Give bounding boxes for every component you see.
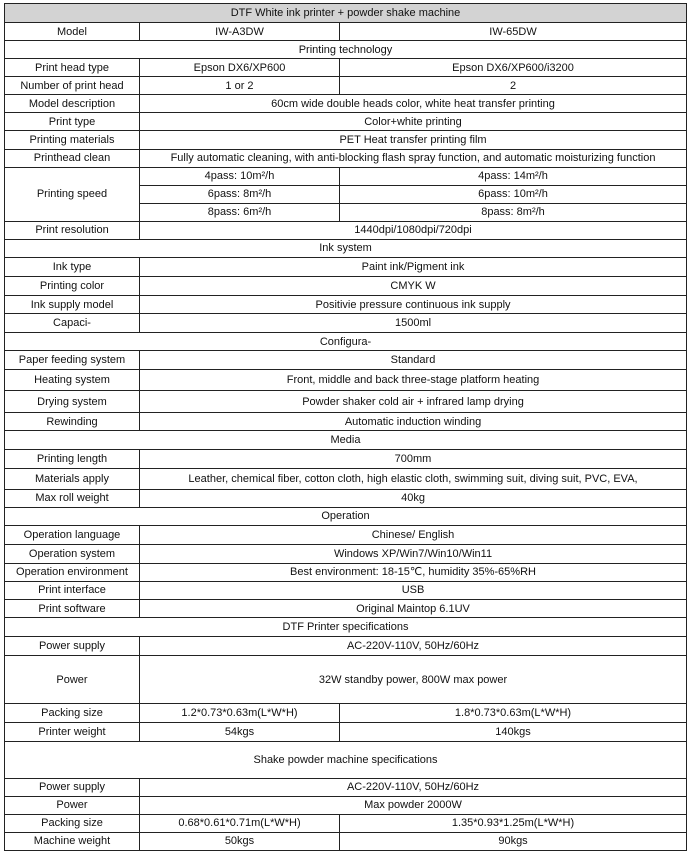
section-row — [5, 431, 687, 449]
table-row — [5, 370, 687, 391]
shake-power-supply-value: AC-220V-110V, 50Hz/60Hz — [140, 778, 687, 796]
dtf-packing-b: 1.8*0.73*0.63m(L*W*H) — [340, 704, 687, 723]
row-label: Rewinding — [5, 413, 140, 431]
table-row — [5, 257, 687, 276]
row-label: Print software — [5, 600, 140, 618]
num-print-head-a: 1 or 2 — [140, 77, 340, 95]
table-row — [5, 113, 687, 131]
machine-weight-b: 90kgs — [340, 832, 687, 850]
row-label: Printer weight — [5, 723, 140, 742]
spec-table — [4, 3, 687, 851]
row-label: Machine weight — [5, 832, 140, 850]
printer-weight-a: 54kgs — [140, 723, 340, 742]
table-row — [5, 778, 687, 796]
table-row — [5, 796, 687, 814]
table-row — [5, 723, 687, 742]
table-row — [5, 351, 687, 370]
model-a-value: IW-A3DW — [140, 23, 340, 41]
table-row — [5, 544, 687, 563]
table-row — [5, 314, 687, 333]
row-label: Capaci- — [5, 314, 140, 333]
section-configuration: Configura- — [5, 333, 687, 351]
section-row — [5, 41, 687, 59]
print-head-type-b: Epson DX6/XP600/i3200 — [340, 59, 687, 77]
section-shake-powder-specs: Shake powder machine specifications — [5, 742, 687, 778]
table-row — [5, 167, 687, 185]
table-row — [5, 276, 687, 295]
table-row — [5, 77, 687, 95]
print-resolution-value: 1440dpi/1080dpi/720dpi — [140, 221, 687, 239]
section-row — [5, 742, 687, 778]
section-row — [5, 507, 687, 525]
table-row — [5, 600, 687, 618]
row-label: Operation system — [5, 544, 140, 563]
row-label: Printhead clean — [5, 149, 140, 167]
row-label: Model description — [5, 95, 140, 113]
row-label: Printing length — [5, 449, 140, 468]
table-row — [5, 131, 687, 149]
op-language-value: Chinese/ English — [140, 525, 687, 544]
heating-value: Front, middle and back three-stage platform heating — [140, 370, 687, 391]
row-label: Power supply — [5, 637, 140, 656]
section-row — [5, 239, 687, 257]
row-label: Paper feeding system — [5, 351, 140, 370]
model-b-value: IW-65DW — [340, 23, 687, 41]
print-head-type-a: Epson DX6/XP600 — [140, 59, 340, 77]
materials-apply-value: Leather, chemical fiber, cotton cloth, high elastic cloth, swimming suit, diving suit, PVC, EVA, — [140, 468, 687, 489]
section-media: Media — [5, 431, 687, 449]
op-system-value: Windows XP/Win7/Win10/Win11 — [140, 544, 687, 563]
section-operation: Operation — [5, 507, 687, 525]
model-description-value: 60cm wide double heads color, white heat transfer printing — [140, 95, 687, 113]
speed-a-value: 4pass: 10m²/h — [140, 167, 340, 185]
row-label: Ink type — [5, 257, 140, 276]
row-label: Drying system — [5, 391, 140, 413]
op-environment-value: Best environment: 18-15℃, humidity 35%-65%RH — [140, 563, 687, 581]
max-roll-weight-value: 40kg — [140, 489, 687, 507]
table-row — [5, 468, 687, 489]
title-row — [5, 4, 687, 23]
table-row — [5, 704, 687, 723]
shake-packing-a: 0.68*0.61*0.71m(L*W*H) — [140, 814, 340, 832]
print-interface-value: USB — [140, 581, 687, 599]
speed-b-value: 6pass: 10m²/h — [340, 185, 687, 203]
table-row — [5, 814, 687, 832]
speed-a-value: 6pass: 8m²/h — [140, 185, 340, 203]
table-row — [5, 656, 687, 704]
printhead-clean-value: Fully automatic cleaning, with anti-blocking flash spray function, and automatic moisturizing function — [140, 149, 687, 167]
row-label: Power — [5, 656, 140, 704]
row-label: Operation language — [5, 525, 140, 544]
table-row — [5, 221, 687, 239]
printing-color-value: CMYK W — [140, 276, 687, 295]
section-row — [5, 618, 687, 637]
row-label: Materials apply — [5, 468, 140, 489]
printer-weight-b: 140kgs — [340, 723, 687, 742]
table-row — [5, 149, 687, 167]
section-row — [5, 333, 687, 351]
dtf-power-value: 32W standby power, 800W max power — [140, 656, 687, 704]
section-dtf-printer-specs: DTF Printer specifications — [5, 618, 687, 637]
table-row — [5, 296, 687, 314]
table-row — [5, 832, 687, 850]
drying-value: Powder shaker cold air + infrared lamp drying — [140, 391, 687, 413]
speed-b-value: 8pass: 8m²/h — [340, 203, 687, 221]
table-row — [5, 95, 687, 113]
speed-a-value: 8pass: 6m²/h — [140, 203, 340, 221]
table-row — [5, 637, 687, 656]
table-row — [5, 391, 687, 413]
table-row — [5, 563, 687, 581]
model-row — [5, 23, 687, 41]
row-label: Power supply — [5, 778, 140, 796]
row-label: Print head type — [5, 59, 140, 77]
machine-weight-a: 50kgs — [140, 832, 340, 850]
dtf-power-supply-value: AC-220V-110V, 50Hz/60Hz — [140, 637, 687, 656]
row-label: Print type — [5, 113, 140, 131]
num-print-head-b: 2 — [340, 77, 687, 95]
table-row — [5, 413, 687, 431]
speed-b-value: 4pass: 14m²/h — [340, 167, 687, 185]
row-label: Heating system — [5, 370, 140, 391]
row-label: Print interface — [5, 581, 140, 599]
print-software-value: Original Maintop 6.1UV — [140, 600, 687, 618]
table-row — [5, 581, 687, 599]
print-type-value: Color+white printing — [140, 113, 687, 131]
row-label: Printing color — [5, 276, 140, 295]
row-label: Printing speed — [5, 167, 140, 221]
row-label: Number of print head — [5, 77, 140, 95]
printing-materials-value: PET Heat transfer printing film — [140, 131, 687, 149]
printing-length-value: 700mm — [140, 449, 687, 468]
row-label: Packing size — [5, 704, 140, 723]
shake-power-value: Max powder 2000W — [140, 796, 687, 814]
row-label: Max roll weight — [5, 489, 140, 507]
row-label: Power — [5, 796, 140, 814]
dtf-packing-a: 1.2*0.73*0.63m(L*W*H) — [140, 704, 340, 723]
table-row — [5, 449, 687, 468]
shake-packing-b: 1.35*0.93*1.25m(L*W*H) — [340, 814, 687, 832]
table-row — [5, 59, 687, 77]
ink-type-value: Paint ink/Pigment ink — [140, 257, 687, 276]
row-label: Printing materials — [5, 131, 140, 149]
row-label: Packing size — [5, 814, 140, 832]
ink-supply-value: Positivie pressure continuous ink supply — [140, 296, 687, 314]
table-row — [5, 525, 687, 544]
row-label: Ink supply model — [5, 296, 140, 314]
table-row — [5, 489, 687, 507]
row-label: Print resolution — [5, 221, 140, 239]
row-label: Model — [5, 23, 140, 41]
rewinding-value: Automatic induction winding — [140, 413, 687, 431]
paper-feeding-value: Standard — [140, 351, 687, 370]
section-printing-technology: Printing technology — [5, 41, 687, 59]
section-ink-system: Ink system — [5, 239, 687, 257]
row-label: Operation environment — [5, 563, 140, 581]
capacity-value: 1500ml — [140, 314, 687, 333]
table-title: DTF White ink printer + powder shake machine — [5, 4, 687, 23]
